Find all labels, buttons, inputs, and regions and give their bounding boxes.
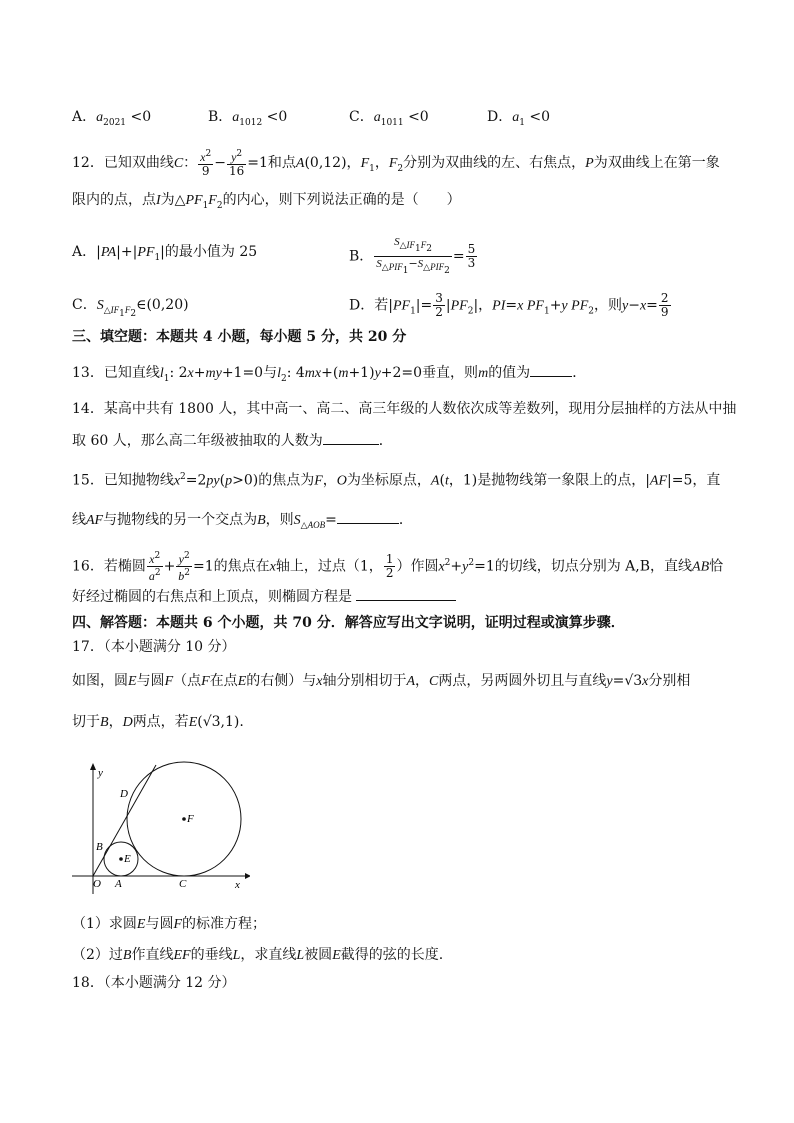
q17-line1: 如图，圆E与圆F（点F在点E的右侧）与x轴分别相切于A，C两点，另两圆外切且与直线y=√3x分别相 — [72, 673, 691, 689]
q17-header: 17．（本小题满分 10 分） — [72, 639, 236, 655]
label-c: C — [179, 878, 187, 890]
x-axis-arrow — [245, 873, 250, 879]
y-axis-arrow — [90, 763, 96, 770]
q16-line1: 16．若椭圆 $\frac{x^2}{a^2}$ + $\frac{y^2}{b^2}$ =1的焦点在x轴上，过点（1， $\frac{1}{2}$ ）作圆$x^2+y^2=1$的切线，切点分别为 A,B，直线AB恰 — [72, 551, 724, 583]
center-e — [119, 857, 123, 861]
q17-sub1: （1）求圆E与圆F的标准方程； — [72, 916, 267, 932]
label-a: A — [115, 878, 122, 890]
q11-option-c: C．$a_{1011} <0$ — [349, 109, 429, 128]
q12-line1: 12．已知双曲线C： $\frac{x^2}{9}$ − $\frac{y^2}{16}$ =1和点A(0,12)，$F_1$，$F_2$分别为双曲线的左、右焦点，P为双曲线上在第一象 — [72, 149, 720, 178]
q14-line2: 取 60 人，那么高二年级被抽取的人数为 ． — [72, 430, 393, 450]
label-e: E — [124, 853, 131, 865]
q14-line1: 14．某高中共有 1800 人，其中高一、高二、高三年级的人数依次成等差数列，现用分层抽样的方法从中抽 — [72, 401, 737, 417]
q12-option-d: D．若$|PF_1|=$ $\frac{3}{2}$ $|PF_2|$，PI=x $PF_1+y$ $PF_2$，则y−x= $\frac{2}{9}$ — [349, 291, 669, 319]
label-x: x — [235, 879, 240, 891]
q11-option-a: A．$a_{2021} <0$ — [72, 109, 152, 128]
q15-line2: 线AF与抛物线的另一个交点为B，则$S_{\triangle AOB}=$ ． — [72, 509, 413, 535]
q17-sub2: （2）过B作直线EF的垂线L，求直线L被圆E截得的弦的长度. — [72, 947, 444, 963]
label-f: F — [187, 813, 194, 825]
q12-line2: 限内的点，点I为$\triangle PF_1F_2$的内心，则下列说法正确的是（ ） — [72, 192, 461, 211]
label-b: B — [96, 841, 103, 853]
q12-option-a: A．$|PA|+|PF_1|$的最小值为 25 — [72, 244, 258, 263]
q11-option-d: D．$a_1 <0$ — [487, 109, 551, 128]
q13: 13．已知直线$l_1$: 2x+my+1=0与$l_2$: 4mx+(m+1)y+2=0垂直，则m的值为 ． — [72, 362, 586, 388]
q18-header: 18．（本小题满分 12 分） — [72, 975, 236, 991]
q15-line1: 15．已知抛物线$x^2=2py(p>0)$的焦点为F，O为坐标原点，A(t，1)是抛物线第一象限上的点，|AF|=5，直 — [72, 472, 721, 489]
center-f — [182, 817, 186, 821]
label-o: O — [93, 878, 101, 890]
q11-option-b: B．$a_{1012} <0$ — [208, 109, 288, 128]
section-3-title: 三、填空题：本题共 4 小题，每小题 5 分，共 20 分 — [72, 329, 407, 345]
q16-line2: 好经过椭圆的右焦点和上顶点，则椭圆方程是 — [72, 586, 456, 606]
section-4-title: 四、解答题：本题共 6 个小题，共 70 分．解答应写出文字说明，证明过程或演算步骤． — [72, 615, 625, 631]
q17-line2: 切于B，D两点，若E(√3,1). — [72, 714, 244, 730]
q12-option-c: C．$S_{\triangle IF_1F_2}\in(0,20)$ — [72, 297, 189, 319]
label-d: D — [120, 788, 128, 800]
q12-option-b: B． $\frac{S_{\triangle IF_1F_2}}{S_{\triangle PIF_1}-S_{\triangle PIF_2}}$ = $\frac{5}{3}$ — [349, 236, 476, 276]
circles-figure — [70, 760, 250, 900]
label-y: y — [98, 767, 103, 779]
